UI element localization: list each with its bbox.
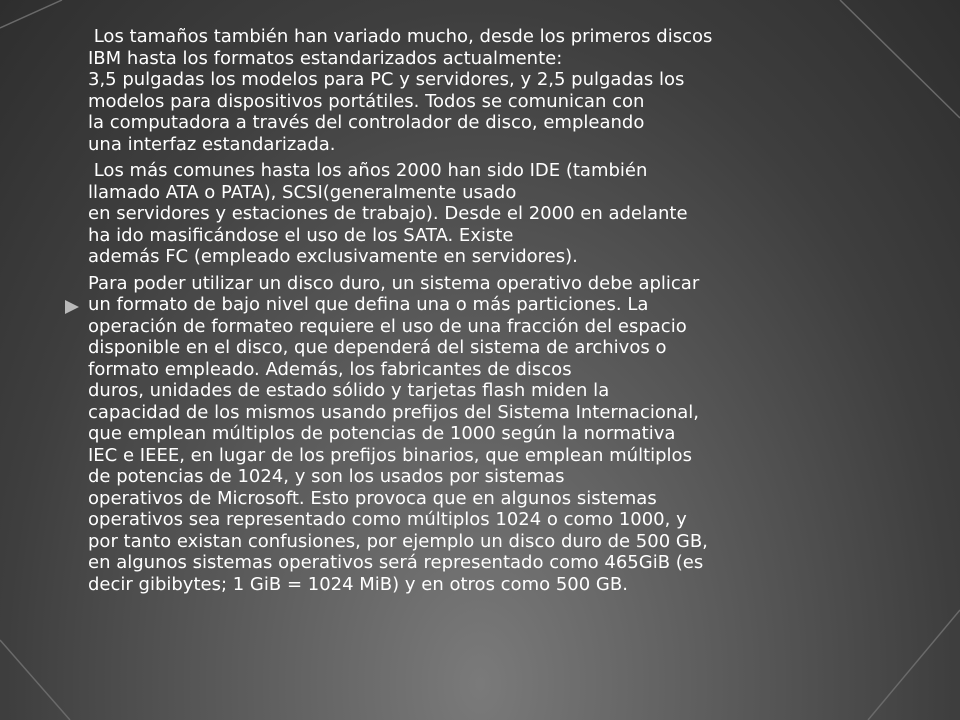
text-line: ha ido masificándose el uso de los SATA. Existe (88, 224, 514, 246)
text-line: IEC e IEEE, en lugar de los prefijos binarios, que emplean múltiplos (88, 444, 692, 466)
text-line: operativos sea representado como múltiplos 1024 o como 1000, y (88, 509, 687, 530)
text-line: en servidores y estaciones de trabajo). Desde el 2000 en adelante (88, 203, 688, 224)
text-line: llamado ATA o PATA), SCSI(generalmente usado (88, 181, 517, 203)
text-line: por tanto existan confusiones, por ejemplo un disco duro de 500 GB, (88, 530, 708, 552)
text-line: decir gibibytes; 1 GiB = 1024 MiB) y en otros como 500 GB. (88, 573, 628, 595)
text-line: operativos de Microsoft. Esto provoca que en algunos sistemas (88, 487, 657, 509)
paragraph-formato (88, 273, 898, 596)
bullet-arrow-icon (65, 300, 79, 314)
paragraph-interfaces (88, 160, 898, 268)
text-line: disponible en el disco, que dependerá del sistema de archivos o (88, 337, 667, 358)
paragraph-tamanos (88, 26, 898, 155)
text-line: IBM hasta los formatos estandarizados actualmente: (88, 47, 563, 69)
text-line: un formato de bajo nivel que defina una o más particiones. La (88, 294, 649, 315)
text-line: duros, unidades de estado sólido y tarjetas flash miden la (88, 380, 610, 401)
text-line: la computadora a través del controlador de disco, empleando (88, 112, 645, 133)
text-line: operación de formateo requiere el uso de una fracción del espacio (88, 315, 687, 337)
text-line: de potencias de 1024, y son los usados por sistemas (88, 466, 565, 487)
slide-body-text (88, 26, 898, 600)
text-line: que emplean múltiplos de potencias de 1000 según la normativa (88, 423, 676, 444)
corner-decor-top-left (0, 0, 62, 28)
text-line: capacidad de los mismos usando prefijos del Sistema Internacional, (88, 401, 700, 423)
text-line: en algunos sistemas operativos será representado como 465GiB (es (88, 552, 704, 573)
text-line: además FC (empleado exclusivamente en servidores). (88, 246, 578, 267)
text-line: Los tamaños también han variado mucho, desde los primeros discos (88, 26, 713, 47)
text-line: formato empleado. Además, los fabricantes de discos (88, 358, 572, 380)
text-line: modelos para dispositivos portátiles. Todos se comunican con (88, 90, 645, 112)
text-line: 3,5 pulgadas los modelos para PC y servidores, y 2,5 pulgadas los (88, 69, 685, 90)
corner-decor-bottom-left (0, 640, 70, 720)
text-line: Los más comunes hasta los años 2000 han sido IDE (también (88, 160, 648, 181)
corner-decor-bottom-right (868, 610, 960, 720)
text-line: Para poder utilizar un disco duro, un sistema operativo debe aplicar (88, 272, 700, 294)
text-line: una interfaz estandarizada. (88, 133, 336, 155)
